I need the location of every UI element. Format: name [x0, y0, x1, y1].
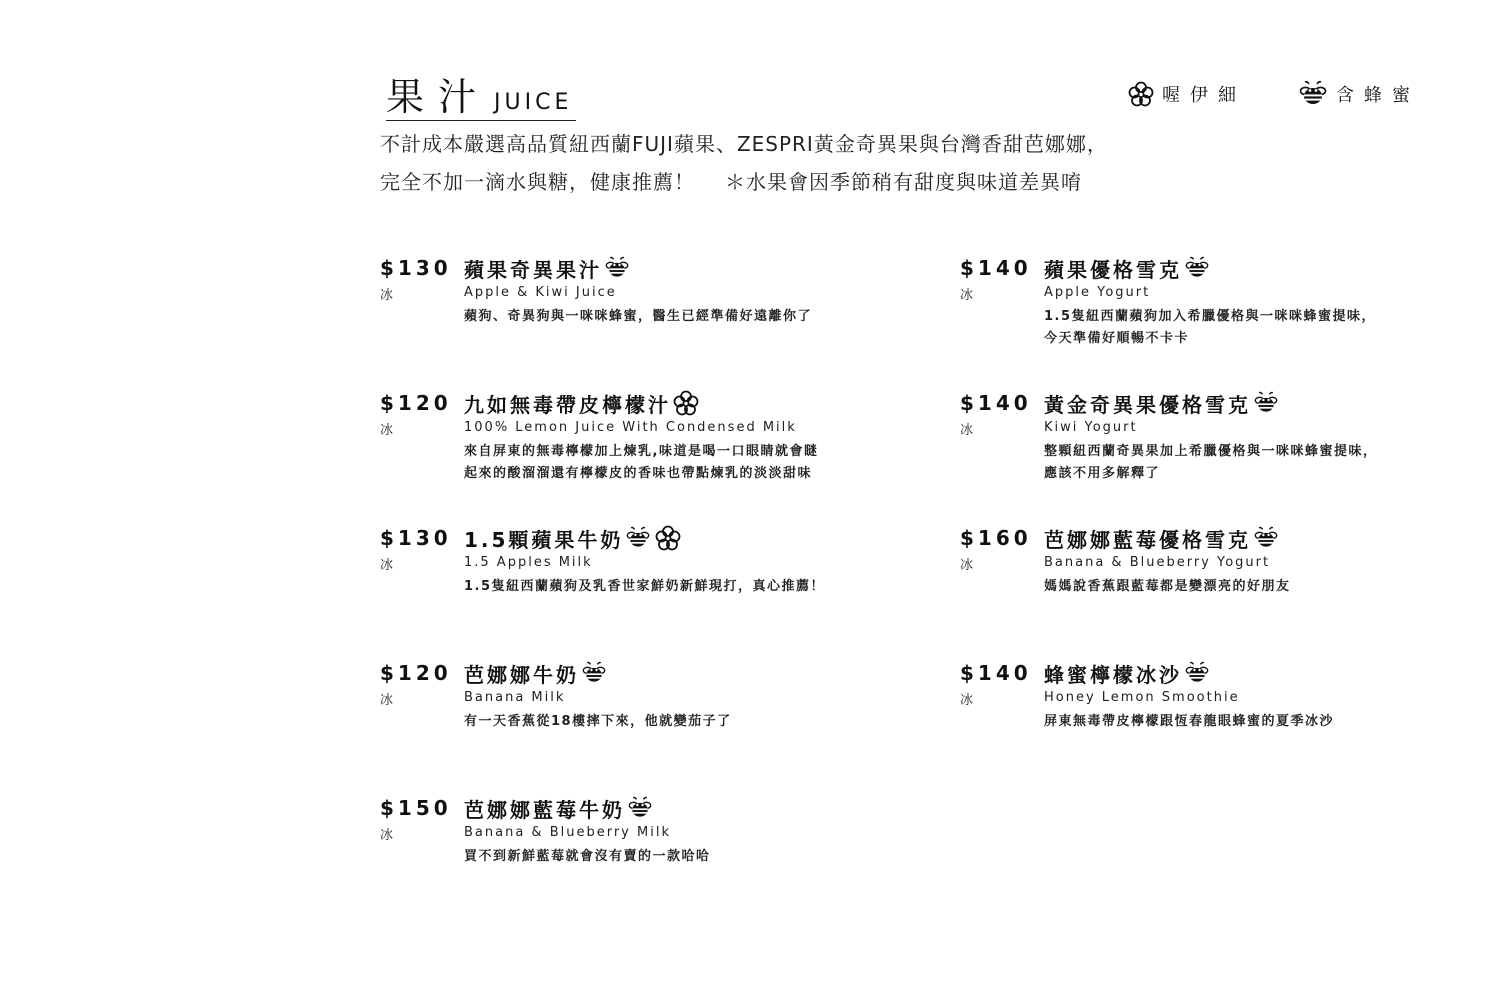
item-name: 九如無毒帶皮檸檬汁	[464, 392, 671, 417]
item-details	[464, 792, 904, 868]
item-description	[464, 306, 904, 328]
item-price: $150	[380, 796, 452, 820]
item-ice-label: 冰	[960, 693, 974, 708]
item-description	[464, 576, 904, 598]
item-description-line: 蘋狗、奇異狗與一咪咪蜂蜜，醫生已經準備好遠離你了	[464, 309, 813, 324]
item-price: $160	[960, 526, 1032, 550]
item-name-row	[464, 657, 904, 689]
item-english-name: Banana Milk	[464, 690, 566, 705]
item-name: 1.5顆蘋果牛奶	[464, 527, 624, 552]
item-ice-label: 冰	[380, 288, 394, 303]
item-icons	[627, 796, 653, 820]
item-description-line: 應該不用多解釋了	[1044, 466, 1161, 481]
menu-description	[380, 125, 1108, 201]
item-description	[464, 846, 904, 868]
bee-icon	[1184, 661, 1210, 685]
page-title	[386, 70, 576, 121]
item-english-name: 1.5 Apples Milk	[464, 555, 593, 570]
item-details	[1044, 657, 1484, 733]
item-icons	[1253, 526, 1279, 550]
item-english-name: 100% Lemon Juice With Condensed Milk	[464, 420, 797, 435]
item-name-row	[464, 387, 904, 419]
item-description-line: 買不到新鮮藍莓就會沒有賣的一款哈哈	[464, 849, 711, 864]
item-ice-label: 冰	[380, 693, 394, 708]
item-price: $140	[960, 661, 1032, 685]
item-details	[1044, 387, 1484, 485]
legend-bee-label: 含蜂蜜	[1336, 85, 1420, 106]
item-name-row	[1044, 252, 1484, 284]
legend-flower	[1128, 81, 1246, 107]
item-english-name: Apple Yogurt	[1044, 285, 1151, 300]
item-details	[464, 522, 904, 598]
item-details	[464, 252, 904, 328]
item-name: 芭娜娜牛奶	[464, 662, 579, 687]
item-name-row	[464, 252, 904, 284]
item-name-row	[1044, 657, 1484, 689]
item-english-name: Honey Lemon Smoothie	[1044, 690, 1240, 705]
item-description-line: 媽媽說香蕉跟藍莓都是變漂亮的好朋友	[1044, 579, 1291, 594]
item-name-row	[464, 522, 904, 554]
description-line-1: 不計成本嚴選高品質紐西蘭FUJI蘋果、ZESPRI黃金奇異果與台灣香甜芭娜娜，	[380, 132, 1108, 156]
bee-icon	[1253, 391, 1279, 415]
item-details	[1044, 522, 1484, 598]
item-description-line: 有一天香蕉從18樓摔下來，他就變茄子了	[464, 714, 732, 729]
title-chinese: 果汁	[386, 75, 491, 119]
item-ice-label: 冰	[960, 288, 974, 303]
item-name-row	[1044, 522, 1484, 554]
seasonal-note: ＊水果會因季節稍有甜度與味道差異唷	[725, 170, 1082, 194]
item-icons	[1253, 391, 1279, 415]
bee-icon	[604, 256, 630, 280]
bee-icon	[1298, 80, 1328, 108]
item-name: 芭娜娜藍莓優格雪克	[1044, 527, 1251, 552]
menu-header	[380, 70, 1440, 210]
item-ice-label: 冰	[380, 828, 394, 843]
item-icons	[1184, 661, 1210, 685]
item-icons	[625, 525, 681, 551]
bee-icon	[627, 796, 653, 820]
item-ice-label: 冰	[960, 558, 974, 573]
item-description	[1044, 441, 1484, 485]
item-price: $140	[960, 391, 1032, 415]
item-name: 蘋果奇異果汁	[464, 257, 602, 282]
item-description-line: 整顆紐西蘭奇異果加上希臘優格與一咪咪蜂蜜提味，	[1044, 444, 1378, 459]
flower-icon	[673, 390, 699, 416]
item-description	[1044, 306, 1484, 350]
bee-icon	[1184, 256, 1210, 280]
item-price: $120	[380, 391, 452, 415]
item-icons	[1184, 256, 1210, 280]
item-price: $130	[380, 256, 452, 280]
item-description	[464, 711, 904, 733]
flower-icon	[1128, 81, 1154, 107]
item-description-line: 屏東無毒帶皮檸檬跟恆春龍眼蜂蜜的夏季冰沙	[1044, 714, 1335, 729]
item-icons	[604, 256, 630, 280]
item-ice-label: 冰	[380, 423, 394, 438]
item-details	[1044, 252, 1484, 350]
item-english-name: Banana & Blueberry Milk	[464, 825, 671, 840]
item-name: 黃金奇異果優格雪克	[1044, 392, 1251, 417]
legend-flower-label: 喔伊細	[1162, 85, 1246, 106]
description-line-2-text: 完全不加一滴水與糖，健康推薦！	[380, 170, 695, 194]
flower-icon	[655, 525, 681, 551]
item-english-name: Kiwi Yogurt	[1044, 420, 1138, 435]
item-price: $130	[380, 526, 452, 550]
item-icons	[673, 390, 699, 416]
item-description-line: 起來的酸溜溜還有檸檬皮的香味也帶點煉乳的淡淡甜味	[464, 466, 813, 481]
item-english-name: Banana & Blueberry Yogurt	[1044, 555, 1271, 570]
item-price: $140	[960, 256, 1032, 280]
item-name: 芭娜娜藍莓牛奶	[464, 797, 625, 822]
item-name: 蘋果優格雪克	[1044, 257, 1182, 282]
item-name-row	[464, 792, 904, 824]
bee-icon	[581, 661, 607, 685]
bee-icon	[1253, 526, 1279, 550]
item-name: 蜂蜜檸檬冰沙	[1044, 662, 1182, 687]
item-ice-label: 冰	[380, 558, 394, 573]
item-description	[1044, 711, 1484, 733]
item-details	[464, 387, 904, 485]
item-description-line: 今天準備好順暢不卡卡	[1044, 331, 1190, 346]
item-ice-label: 冰	[960, 423, 974, 438]
item-description-line: 1.5隻紐西蘭蘋狗加入希臘優格與一咪咪蜂蜜提味，	[1044, 309, 1377, 324]
item-icons	[581, 661, 607, 685]
legend-bee	[1298, 80, 1420, 108]
bee-icon	[625, 526, 651, 550]
item-description-line: 1.5隻紐西蘭蘋狗及乳香世家鮮奶新鮮現打，真心推薦！	[464, 579, 826, 594]
item-description	[1044, 576, 1484, 598]
item-description	[464, 441, 904, 485]
item-price: $120	[380, 661, 452, 685]
icon-legend	[1128, 80, 1420, 108]
item-english-name: Apple & Kiwi Juice	[464, 285, 617, 300]
item-description-line: 來自屏東的無毒檸檬加上煉乳,味道是喝一口眼睛就會瞇	[464, 444, 819, 459]
title-english: JUICE	[494, 90, 573, 115]
description-line-2	[380, 163, 1108, 201]
item-name-row	[1044, 387, 1484, 419]
item-details	[464, 657, 904, 733]
